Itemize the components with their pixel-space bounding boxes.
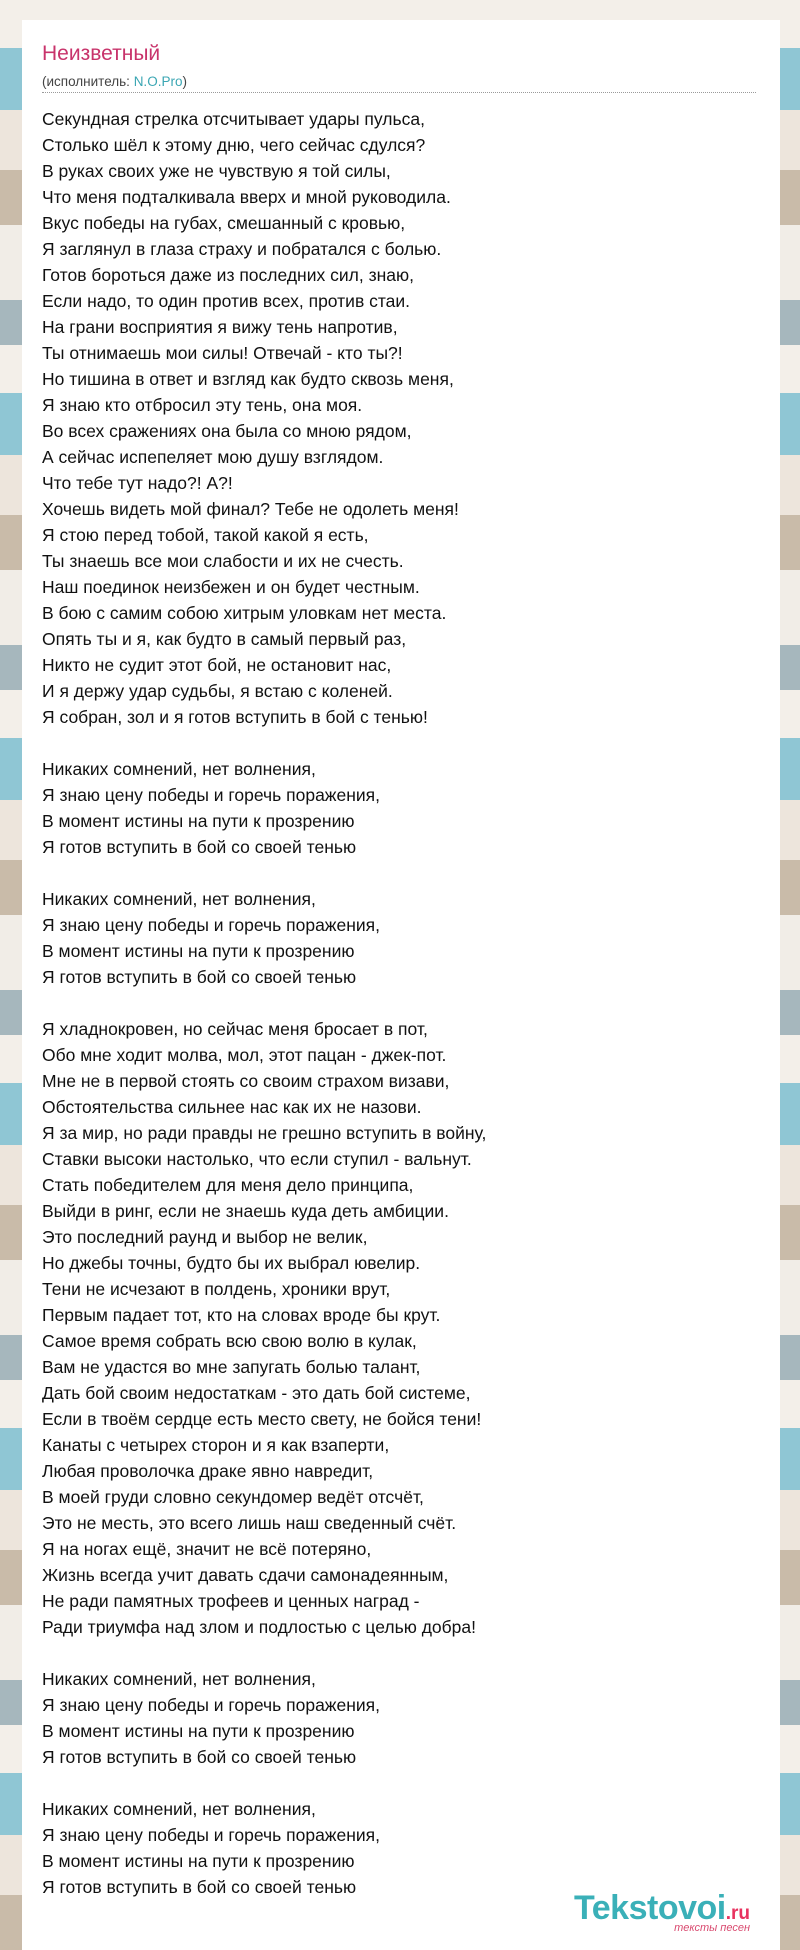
lyrics-line: Стать победителем для меня дело принципа, (42, 1175, 414, 1195)
lyrics-line: В момент истины на пути к прозрению (42, 811, 355, 831)
lyrics-line: Что меня подталкивала вверх и мной руководила. (42, 187, 451, 207)
lyrics-line: И я держу удар судьбы, я встаю с коленей. (42, 681, 393, 701)
lyrics-line: Я готов вступить в бой со своей тенью (42, 1877, 357, 1897)
lyrics-line: Что тебе тут надо?! А?! (42, 473, 233, 493)
lyrics-line: Обо мне ходит молва, мол, этот пацан - джек-пот. (42, 1045, 447, 1065)
lyrics-stanza (42, 756, 752, 860)
lyrics-line: Обстоятельства сильнее нас как их не назови. (42, 1097, 422, 1117)
lyrics-line: Я знаю цену победы и горечь поражения, (42, 1825, 381, 1845)
performer-prefix: (исполнитель: (42, 74, 134, 89)
lyrics-line: Я готов вступить в бой со своей тенью (42, 1747, 357, 1767)
lyrics-line: Не ради памятных трофеев и ценных наград - (42, 1591, 420, 1611)
lyrics-line: Но тишина в ответ и взгляд как будто сквозь меня, (42, 369, 454, 389)
lyrics-line: Никаких сомнений, нет волнения, (42, 759, 316, 779)
lyrics-line: Дать бой своим недостаткам - это дать бой системе, (42, 1383, 471, 1403)
lyrics-stanza (42, 1666, 752, 1770)
lyrics-line: Ты отнимаешь мои силы! Отвечай - кто ты?! (42, 343, 403, 363)
performer-line (42, 74, 187, 89)
lyrics-line: Никто не судит этот бой, не остановит нас, (42, 655, 392, 675)
site-logo[interactable] (574, 1889, 750, 1934)
logo-tagline: тексты песен (674, 1922, 750, 1934)
lyrics-line: Я знаю кто отбросил эту тень, она моя. (42, 395, 363, 415)
lyrics-line: В момент истины на пути к прозрению (42, 1721, 355, 1741)
lyrics-line: Я готов вступить в бой со своей тенью (42, 967, 357, 987)
lyrics-stanza (42, 1016, 752, 1640)
lyrics-line: Я знаю цену победы и горечь поражения, (42, 1695, 381, 1715)
lyrics-line: Во всех сражениях она была со мною рядом, (42, 421, 412, 441)
lyrics-line: Опять ты и я, как будто в самый первый раз, (42, 629, 407, 649)
lyrics-line: Я хладнокровен, но сейчас меня бросает в пот, (42, 1019, 428, 1039)
logo-tld: .ru (725, 1903, 750, 1924)
song-title: Неизветный (42, 42, 161, 65)
lyrics-line: В бою с самим собою хитрым уловкам нет места. (42, 603, 447, 623)
lyrics-line: Но джебы точны, будто бы их выбрал ювелир. (42, 1253, 421, 1273)
lyrics-line: Никаких сомнений, нет волнения, (42, 1669, 316, 1689)
lyrics-line: Я на ногах ещё, значит не всё потеряно, (42, 1539, 372, 1559)
lyrics-line: Мне не в первой стоять со своим страхом визави, (42, 1071, 450, 1091)
lyrics-stanza (42, 106, 752, 730)
lyrics-line: В руках своих уже не чувствую я той силы, (42, 161, 391, 181)
lyrics-line: Ставки высоки настолько, что если ступил - вальнут. (42, 1149, 472, 1169)
lyrics-line: Я знаю цену победы и горечь поражения, (42, 785, 381, 805)
lyrics-line: Вам не удастся во мне запугать болью талант, (42, 1357, 421, 1377)
lyrics-line: Тени не исчезают в полдень, хроники врут, (42, 1279, 391, 1299)
lyrics-line: Хочешь видеть мой финал? Тебе не одолеть меня! (42, 499, 459, 519)
lyrics-line: Я знаю цену победы и горечь поражения, (42, 915, 381, 935)
lyrics-line: Я заглянул в глаза страху и побратался с болью. (42, 239, 442, 259)
lyrics-line: В момент истины на пути к прозрению (42, 1851, 355, 1871)
lyrics-line: Первым падает тот, кто на словах вроде бы крут. (42, 1305, 441, 1325)
lyrics-line: Я стою перед тобой, такой какой я есть, (42, 525, 369, 545)
logo-name: Tekstovoi (574, 1889, 726, 1927)
lyrics-line: Любая проволочка драке явно навредит, (42, 1461, 374, 1481)
lyrics-line: Никаких сомнений, нет волнения, (42, 889, 316, 909)
lyrics-text (42, 106, 752, 1900)
title-divider (42, 92, 756, 93)
lyrics-line: Это не месть, это всего лишь наш сведенный счёт. (42, 1513, 457, 1533)
lyrics-stanza (42, 886, 752, 990)
lyrics-line: А сейчас испепеляет мою душу взглядом. (42, 447, 384, 467)
performer-link[interactable]: N.O.Pro (133, 74, 183, 89)
lyrics-line: В момент истины на пути к прозрению (42, 941, 355, 961)
lyrics-line: Никаких сомнений, нет волнения, (42, 1799, 316, 1819)
lyrics-line: Канаты с четырех сторон и я как взаперти, (42, 1435, 390, 1455)
performer-suffix: ) (182, 74, 187, 89)
lyrics-line: Если в твоём сердце есть место свету, не бойся тени! (42, 1409, 482, 1429)
lyrics-line: Выйди в ринг, если не знаешь куда деть амбиции. (42, 1201, 449, 1221)
content-panel (22, 20, 780, 1950)
lyrics-line: Я собран, зол и я готов вступить в бой с тенью! (42, 707, 428, 727)
lyrics-line: Вкус победы на губах, смешанный с кровью, (42, 213, 406, 233)
lyrics-line: Жизнь всегда учит давать сдачи самонадеянным, (42, 1565, 449, 1585)
lyrics-line: Готов бороться даже из последних сил, знаю, (42, 265, 414, 285)
lyrics-line: Столько шёл к этому дню, чего сейчас сдулся? (42, 135, 426, 155)
lyrics-line: В моей груди словно секундомер ведёт отсчёт, (42, 1487, 424, 1507)
lyrics-stanza (42, 1796, 752, 1900)
lyrics-line: Если надо, то один против всех, против стаи. (42, 291, 411, 311)
lyrics-line: Самое время собрать всю свою волю в кулак, (42, 1331, 417, 1351)
lyrics-line: Я за мир, но ради правды не грешно вступить в войну, (42, 1123, 487, 1143)
lyrics-line: Это последний раунд и выбор не велик, (42, 1227, 368, 1247)
lyrics-line: Ради триумфа над злом и подлостью с целью добра! (42, 1617, 476, 1637)
lyrics-line: На грани восприятия я вижу тень напротив, (42, 317, 398, 337)
lyrics-line: Наш поединок неизбежен и он будет честным. (42, 577, 420, 597)
lyrics-line: Я готов вступить в бой со своей тенью (42, 837, 357, 857)
lyrics-line: Ты знаешь все мои слабости и их не счесть. (42, 551, 404, 571)
lyrics-line: Секундная стрелка отсчитывает удары пульса, (42, 109, 425, 129)
